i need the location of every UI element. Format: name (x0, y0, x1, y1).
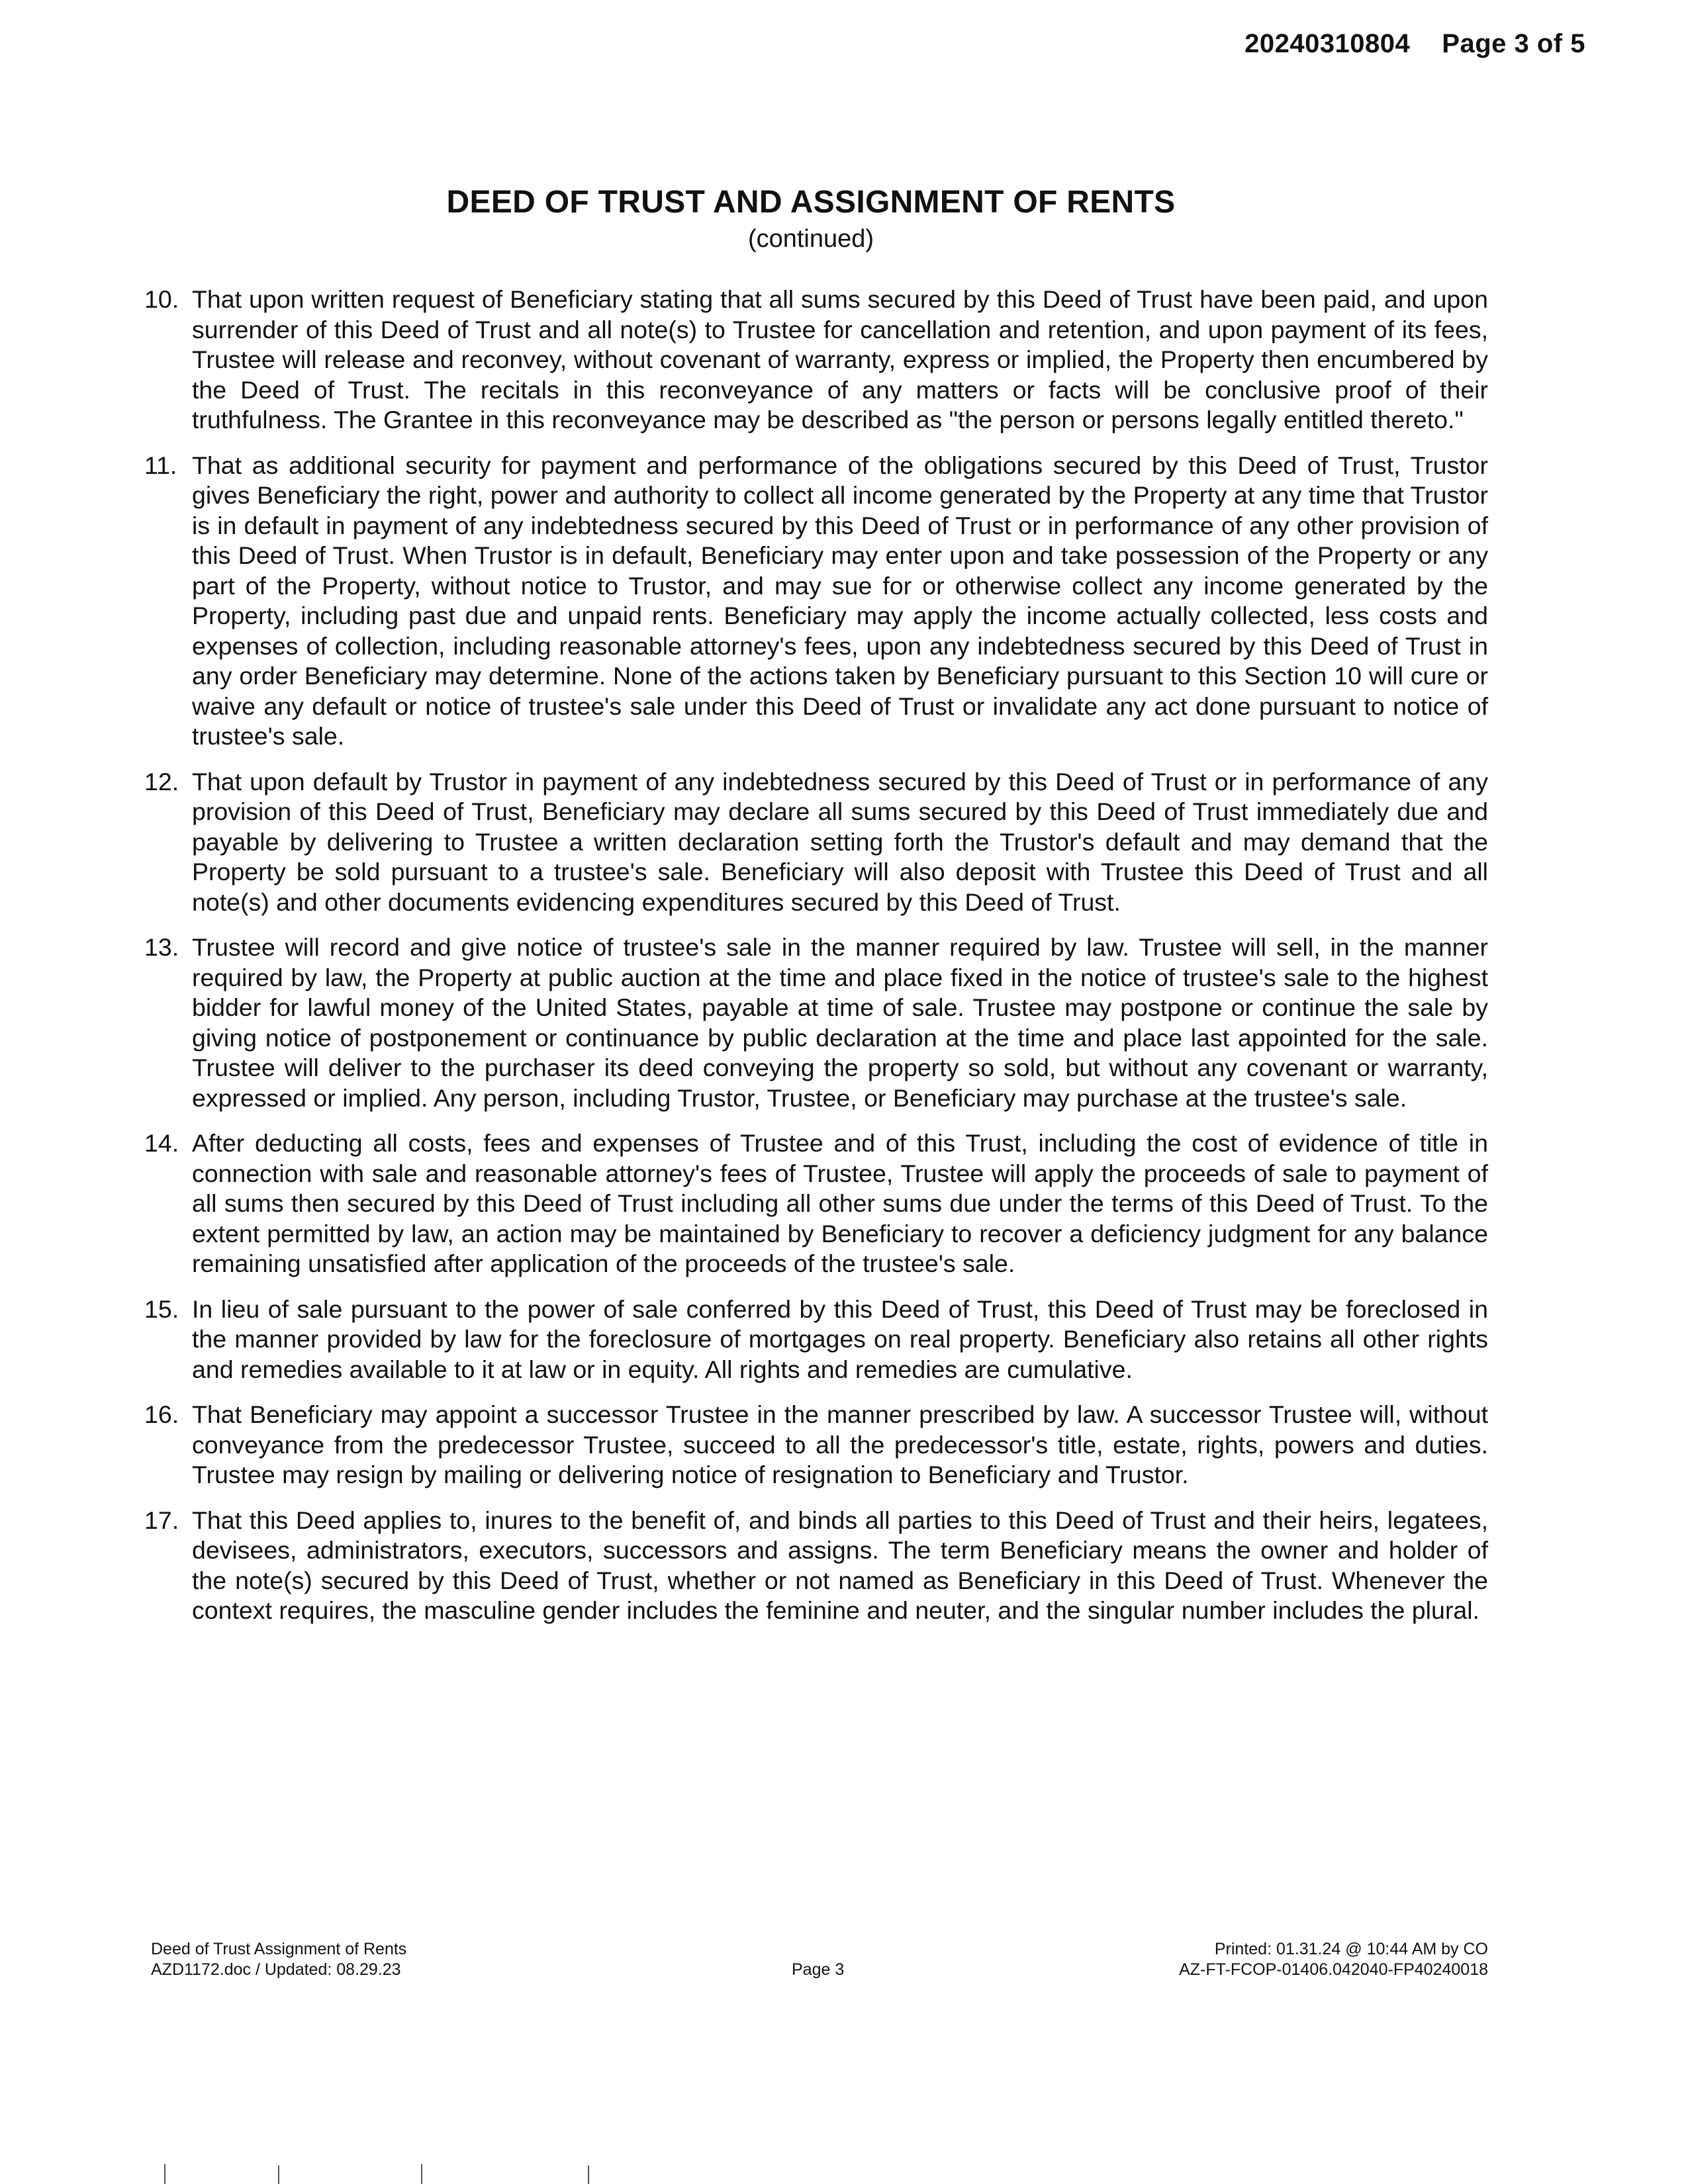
clause-text: Trustee will record and give notice of trustee's sale in the manner required by law. Trustee will sell, in the manner required by law, the Property at public auction at the time and place fixed in the notice of trustee's sale to the highest bidder for lawful money of the United States, payable at time of sale. Trustee may postpone or continue the sale by giving notice of postponement or continuance by public declaration at the time and place last appointed for the sale. Trustee will deliver to the purchaser its deed conveying the property so sold, but without any covenant or warranty, expressed or implied. Any person, including Trustor, Trustee, or Beneficiary may purchase at the trustee's sale. (192, 933, 1488, 1112)
clause-12 (144, 767, 1488, 918)
clause-number: 10. (144, 285, 179, 313)
clause-number: 14. (144, 1129, 179, 1157)
clause-17 (144, 1506, 1488, 1626)
footer-form-info (151, 1939, 406, 1980)
footer-file-code: AZ-FT-FCOP-01406.042040-FP40240018 (1179, 1960, 1488, 1979)
clause-text: That upon default by Trustor in payment of any indebtedness secured by this Deed of Trust or in performance of any provision of this Deed of Trust, Beneficiary may declare all sums secured by this Deed of Trust immediately due and payable by delivering to Trustee a written declaration setting forth the Trustor's default and may demand that the Property be sold pursuant to a trustee's sale. Beneficiary will also deposit with Trustee this Deed of Trust and all note(s) and other documents evidencing expenditures secured by this Deed of Trust. (192, 767, 1488, 916)
recording-number: 20240310804 (1244, 29, 1411, 58)
recording-page-label: Page 3 of 5 (1442, 29, 1585, 58)
clause-number: 16. (144, 1400, 179, 1428)
clause-list (144, 285, 1488, 1641)
clause-text: That this Deed applies to, inures to the benefit of, and binds all parties to this Deed of Trust and their heirs, legatees, devisees, administrators, executors, successors and assigns. The term Beneficiary means the owner and holder of the note(s) secured by this Deed of Trust, whether or not named as Beneficiary in this Deed of Trust. Whenever the context requires, the masculine gender includes the feminine and neuter, and the singular number includes the plural. (192, 1506, 1488, 1624)
clause-number: 15. (144, 1295, 179, 1323)
clause-text: After deducting all costs, fees and expenses of Trustee and of this Trust, including the cost of evidence of title in connection with sale and reasonable attorney's fees of Trustee, Trustee will apply the proceeds of sale to payment of all sums then secured by this Deed of Trust including all other sums due under the terms of this Deed of Trust. To the extent permitted by law, an action may be maintained by Beneficiary to recover a deficiency judgment for any balance remaining unsatisfied after application of the proceeds of the trustee's sale. (192, 1129, 1488, 1277)
clause-14 (144, 1128, 1488, 1279)
clause-number: 11. (144, 451, 177, 479)
footer-form-name: Deed of Trust Assignment of Rents (151, 1940, 407, 1958)
footer-form-file: AZD1172.doc / Updated: 08.29.23 (151, 1960, 401, 1979)
footer-print-info (1179, 1939, 1488, 1980)
clause-11 (144, 451, 1488, 752)
scan-artifact (588, 2165, 589, 2184)
recording-header (1244, 29, 1585, 59)
document-title: DEED OF TRUST AND ASSIGNMENT OF RENTS (446, 185, 1176, 220)
clause-10 (144, 285, 1488, 435)
clause-text: That Beneficiary may appoint a successor Trustee in the manner prescribed by law. A successor Trustee will, without conveyance from the predecessor Trustee, succeed to all the predecessor's title, estate, rights, powers and duties. Trustee may resign by mailing or delivering notice of resignation to Beneficiary and Trustor. (192, 1400, 1488, 1488)
clause-text: That upon written request of Beneficiary stating that all sums secured by this Deed of Trust have been paid, and upon surrender of this Deed of Trust and all note(s) to Trustee for cancellation and retention, and upon payment of its fees, Trustee will release and reconvey, without covenant of warranty, express or implied, the Property then encumbered by the Deed of Trust. The recitals in this reconveyance of any matters or facts will be conclusive proof of their truthfulness. The Grantee in this reconveyance may be described as "the person or persons legally entitled thereto." (192, 285, 1488, 433)
title-block (0, 185, 1622, 254)
footer-printed: Printed: 01.31.24 @ 10:44 AM by CO (1214, 1940, 1488, 1958)
scan-artifact (278, 2165, 279, 2184)
clause-number: 13. (144, 933, 179, 961)
clause-16 (144, 1400, 1488, 1490)
scan-artifact (164, 2164, 165, 2184)
clause-13 (144, 933, 1488, 1113)
clause-number: 12. (144, 767, 179, 796)
clause-text: In lieu of sale pursuant to the power of sale conferred by this Deed of Trust, this Deed of Trust may be foreclosed in the manner provided by law for the foreclosure of mortgages on real property. Beneficiary also retains all other rights and remedies available to it at law or in equity. All rights and remedies are cumulative. (192, 1295, 1488, 1383)
scan-artifact (421, 2164, 422, 2184)
clause-15 (144, 1295, 1488, 1385)
document-subtitle: (continued) (747, 224, 874, 253)
clause-text: That as additional security for payment and performance of the obligations secured by this Deed of Trust, Trustor gives Beneficiary the right, power and authority to collect all income generated by the Property at any time that Trustor is in default in payment of any indebtedness secured by this Deed of Trust or in performance of any other provision of this Deed of Trust. When Trustor is in default, Beneficiary may enter upon and take possession of the Property or any part of the Property, without notice to Trustor, and may sue for or otherwise collect any income generated by the Property, including past due and unpaid rents. Beneficiary may apply the income actually collected, less costs and expenses of collection, including reasonable attorney's fees, upon any indebtedness secured by this Deed of Trust in any order Beneficiary may determine. None of the actions taken by Beneficiary pursuant to this Section 10 will cure or waive any default or notice of trustee's sale under this Deed of Trust or invalidate any act done pursuant to notice of trustee's sale. (192, 451, 1488, 750)
footer-page-number: Page 3 (792, 1960, 845, 1979)
clause-number: 17. (144, 1506, 179, 1534)
